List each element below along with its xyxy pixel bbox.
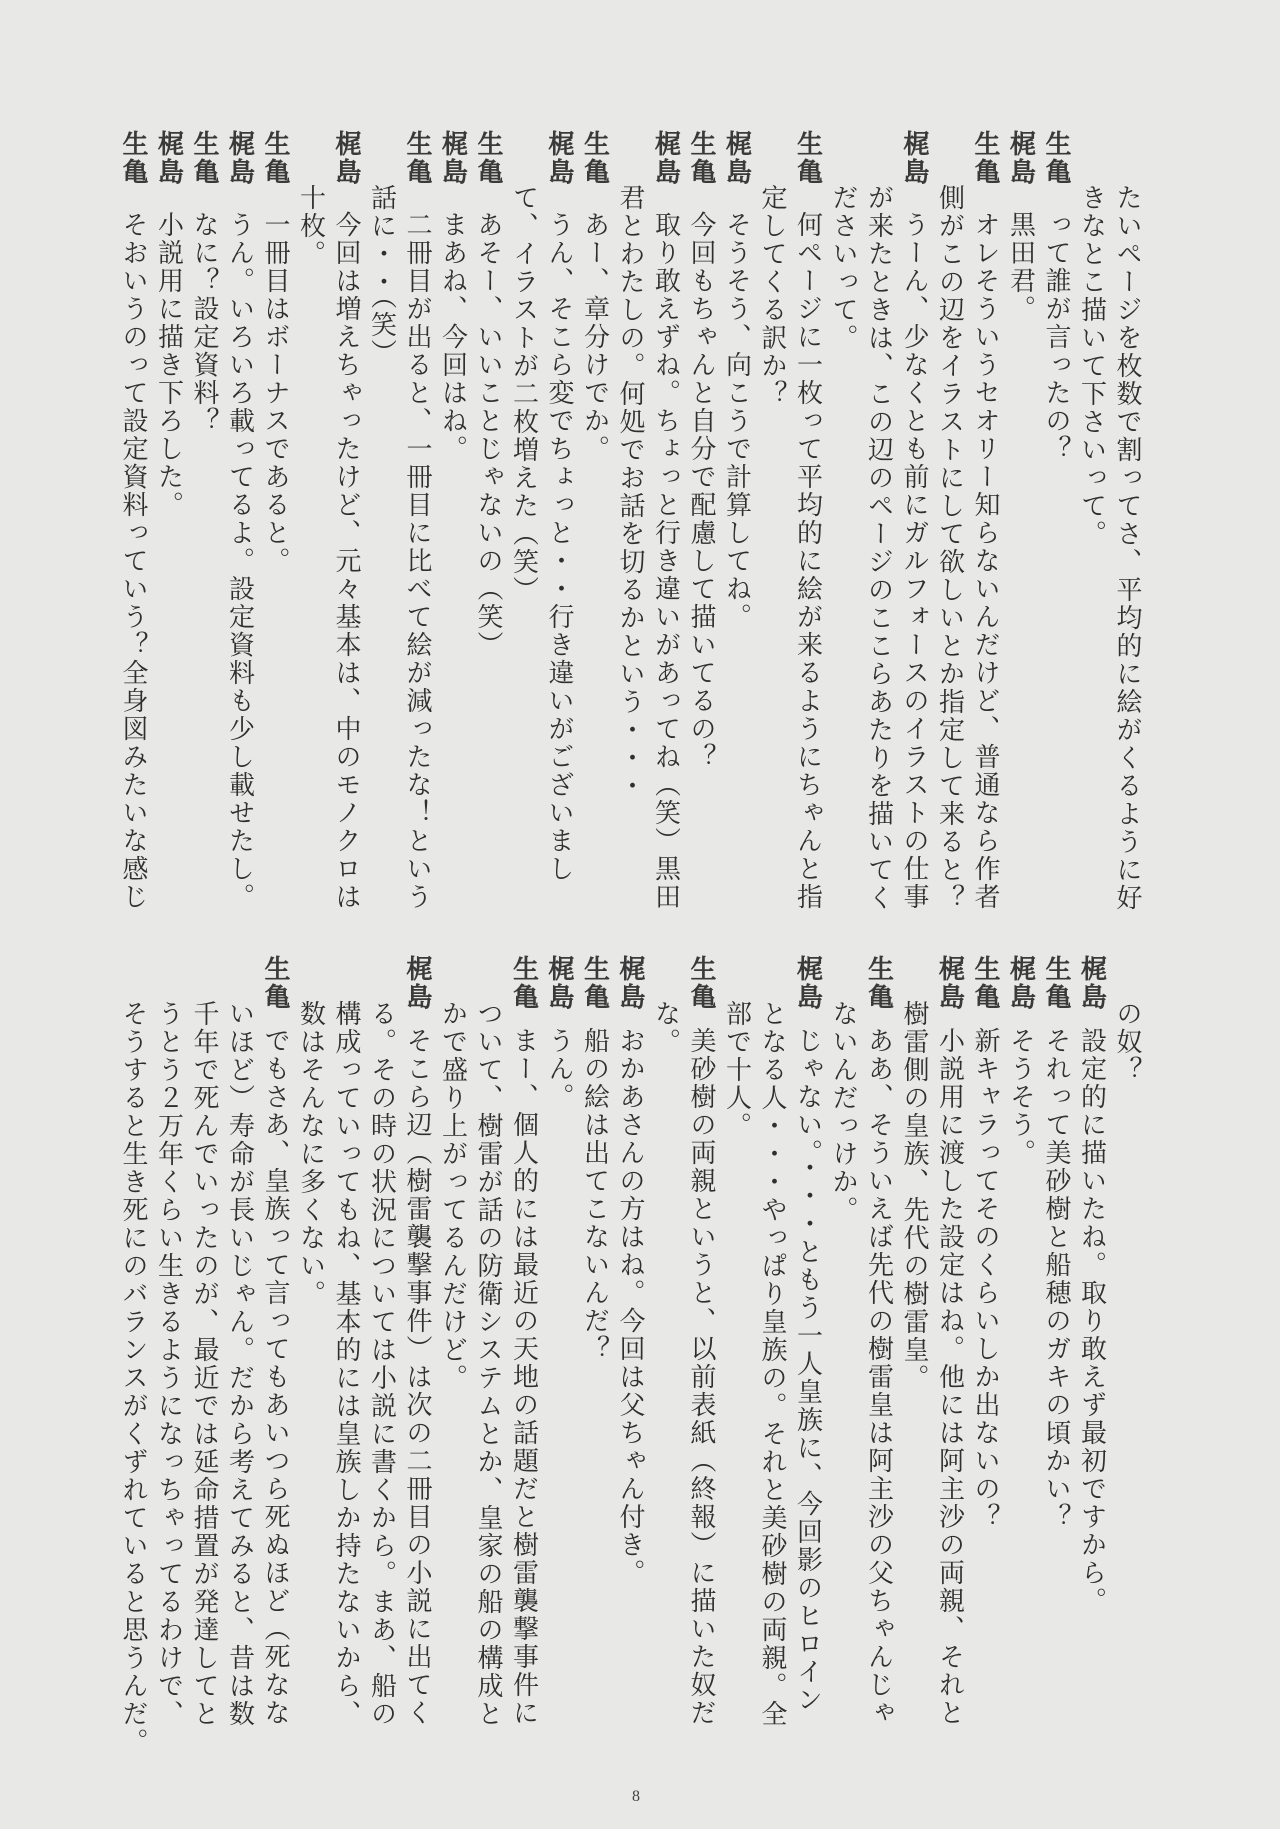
dialogue-continuation: いほど）寿命が長いじゃん。だから考えてみると、昔は数 bbox=[224, 1000, 255, 1728]
dialogue-line: あそー、いいことじゃないの（笑） bbox=[473, 211, 503, 659]
dialogue-continuation: 話に・・（笑） bbox=[366, 184, 397, 367]
dialogue-line: 黒田君。 bbox=[1005, 211, 1036, 323]
dialogue-continuation: 千年で死んでいったのが、最近では延命措置が発達してと bbox=[189, 1000, 219, 1728]
speaker-label: 梶島 bbox=[792, 955, 823, 1011]
dialogue-line: あー、章分けでか。 bbox=[579, 211, 610, 463]
speaker-label: 梶島 bbox=[1005, 955, 1036, 1011]
dialogue-continuation: そうすると生き死にのバランスがくずれていると思うんだ。 bbox=[118, 1000, 148, 1756]
dialogue-continuation: うとう２万年くらい生きるようになっちゃってるわけで、 bbox=[153, 1000, 184, 1728]
speaker-label: 生亀 bbox=[792, 130, 823, 186]
dialogue-line: まあね、今回はね。 bbox=[437, 211, 468, 463]
dialogue-line: 何ページに一枚って平均的に絵が来るようにちゃんと指 bbox=[792, 211, 823, 911]
dialogue-continuation: ださいって。 bbox=[828, 184, 858, 352]
dialogue-line: うん。いろいろ載ってるよ。設定資料も少し載せたし。 bbox=[224, 211, 255, 911]
dialogue-line: うーん、少なくとも前にガルフォースのイラストの仕事 bbox=[899, 211, 929, 911]
dialogue-line: うん。 bbox=[544, 1027, 574, 1111]
dialogue-line: 二冊目が出ると、一冊目に比べて絵が減ったな！という bbox=[402, 211, 432, 911]
dialogue-continuation: たいページを枚数で割ってさ、平均的に絵がくるように好 bbox=[1112, 184, 1142, 912]
speaker-label: 生亀 bbox=[402, 130, 432, 186]
speaker-label: 梶島 bbox=[650, 130, 681, 186]
speaker-label: 梶島 bbox=[224, 130, 255, 186]
dialogue-line: そうそう、向こうで計算してね。 bbox=[721, 211, 752, 631]
dialogue-line: そうそう。 bbox=[1005, 1027, 1036, 1167]
dialogue-line: オレそういうセオリー知らないんだけど、普通なら作者 bbox=[970, 211, 1000, 911]
dialogue-line: 今回は増えちゃったけど、元々基本は、中のモノクロは bbox=[331, 211, 361, 911]
dialogue-continuation: ついて、樹雷が話の防衛システムとか、皇家の船の構成と bbox=[473, 1000, 503, 1728]
dialogue-continuation: かで盛り上がってるんだけど。 bbox=[437, 1000, 468, 1392]
speaker-label: 梶島 bbox=[1005, 130, 1036, 186]
dialogue-continuation: る。その時の状況については小説に書くから。まあ、船の bbox=[366, 1000, 397, 1728]
speaker-label: 生亀 bbox=[970, 955, 1000, 1011]
dialogue-continuation: 数はそんなに多くない。 bbox=[295, 1000, 326, 1308]
dialogue-line: そこら辺（樹雷襲撃事件）は次の二冊目の小説に出てく bbox=[402, 1027, 432, 1727]
speaker-label: 生亀 bbox=[473, 130, 503, 186]
dialogue-line: 一冊目はボーナスであると。 bbox=[260, 211, 290, 575]
speaker-label: 梶島 bbox=[153, 130, 184, 186]
speaker-label: 生亀 bbox=[118, 130, 148, 186]
dialogue-line: おかあさんの方はね。今回は父ちゃん付き。 bbox=[615, 1027, 645, 1587]
dialogue-line: って誰が言ったの？ bbox=[1041, 211, 1071, 463]
dialogue-continuation: の奴？ bbox=[1112, 1000, 1142, 1084]
speaker-label: 生亀 bbox=[1041, 130, 1071, 186]
dialogue-line: ああ、そういえば先代の樹雷皇は阿主沙の父ちゃんじゃ bbox=[863, 1027, 894, 1727]
speaker-label: 梶島 bbox=[437, 130, 468, 186]
dialogue-line: でもさあ、皇族って言ってもあいつら死ぬほど（死なな bbox=[260, 1027, 290, 1727]
dialogue-line: 小説用に渡した設定はね。他には阿主沙の両親、それと bbox=[934, 1027, 965, 1727]
speaker-label: 生亀 bbox=[508, 955, 539, 1011]
dialogue-line: そおいうのって設定資料っていう？全身図みたいな感じ bbox=[118, 211, 148, 911]
speaker-label: 梶島 bbox=[899, 130, 929, 186]
dialogue-continuation: きなとこ描いて下さいって。 bbox=[1076, 184, 1107, 548]
speaker-label: 生亀 bbox=[579, 130, 610, 186]
speaker-label: 梶島 bbox=[544, 955, 574, 1011]
dialogue-line: それって美砂樹と船穂のガキの頃かい？ bbox=[1041, 1027, 1071, 1531]
dialogue-continuation: が来たときは、この辺のページのここらあたりを描いてく bbox=[863, 184, 894, 912]
speaker-label: 梶島 bbox=[1076, 955, 1107, 1011]
dialogue-line: 船の絵は出てこないんだ？ bbox=[579, 1027, 610, 1363]
dialogue-line: うん、そこら変でちょっと・・行き違いがございまし bbox=[544, 211, 574, 883]
speaker-label: 梶島 bbox=[544, 130, 574, 186]
speaker-label: 生亀 bbox=[260, 955, 290, 1011]
speaker-label: 生亀 bbox=[863, 955, 894, 1011]
speaker-label: 生亀 bbox=[1041, 955, 1071, 1011]
dialogue-continuation: て、イラストが二枚増えた（笑） bbox=[508, 184, 539, 604]
dialogue-continuation: となる人・・・やっぱり皇族の。それと美砂樹の両親。全 bbox=[757, 1000, 787, 1728]
dialogue-line: 新キャラってそのくらいしか出ないの？ bbox=[970, 1027, 1000, 1531]
dialogue-continuation: 構成っていってもね、基本的には皇族しか持たないから、 bbox=[331, 1000, 361, 1728]
dialogue-continuation: 君とわたしの。何処でお話を切るかという・・・ bbox=[615, 184, 645, 800]
speaker-label: 梶島 bbox=[402, 955, 432, 1011]
speaker-label: 生亀 bbox=[579, 955, 610, 1011]
dialogue-continuation: 十枚。 bbox=[295, 184, 326, 268]
speaker-label: 生亀 bbox=[189, 130, 219, 186]
speaker-label: 生亀 bbox=[260, 130, 290, 186]
dialogue-line: 美砂樹の両親というと、以前表紙（終報）に描いた奴だ bbox=[686, 1027, 716, 1727]
dialogue-continuation: ないんだっけか。 bbox=[828, 1000, 858, 1224]
dialogue-line: まー、個人的には最近の天地の話題だと樹雷襲撃事件に bbox=[508, 1027, 539, 1727]
dialogue-line: 今回もちゃんと自分で配慮して描いてるの？ bbox=[686, 211, 716, 771]
speaker-label: 生亀 bbox=[686, 130, 716, 186]
speaker-label: 梶島 bbox=[331, 130, 361, 186]
dialogue-continuation: 樹雷側の皇族、先代の樹雷皇。 bbox=[899, 1000, 929, 1392]
speaker-label: 生亀 bbox=[970, 130, 1000, 186]
dialogue-continuation: 定してくる訳か？ bbox=[757, 184, 787, 408]
dialogue-line: 設定的に描いたね。取り敢えず最初ですから。 bbox=[1076, 1027, 1107, 1615]
speaker-label: 梶島 bbox=[615, 955, 645, 1011]
dialogue-line: なに？設定資料？ bbox=[189, 211, 219, 435]
dialogue-continuation: 側がこの辺をイラストにして欲しいとか指定して来ると？ bbox=[934, 184, 965, 912]
page-number: 8 bbox=[632, 1788, 640, 1805]
speaker-label: 梶島 bbox=[934, 955, 965, 1011]
speaker-label: 生亀 bbox=[686, 955, 716, 1011]
speaker-label: 梶島 bbox=[721, 130, 752, 186]
dialogue-line: じゃない。・・・ともう一人皇族に、今回影のヒロイン bbox=[792, 1027, 823, 1714]
dialogue-line: 取り敢えずね。ちょっと行き違いがあってね（笑）黒田 bbox=[650, 211, 681, 911]
dialogue-line: 小説用に描き下ろした。 bbox=[153, 211, 184, 519]
dialogue-continuation: 部で十人。 bbox=[721, 1000, 752, 1140]
dialogue-continuation: な。 bbox=[650, 1000, 681, 1056]
